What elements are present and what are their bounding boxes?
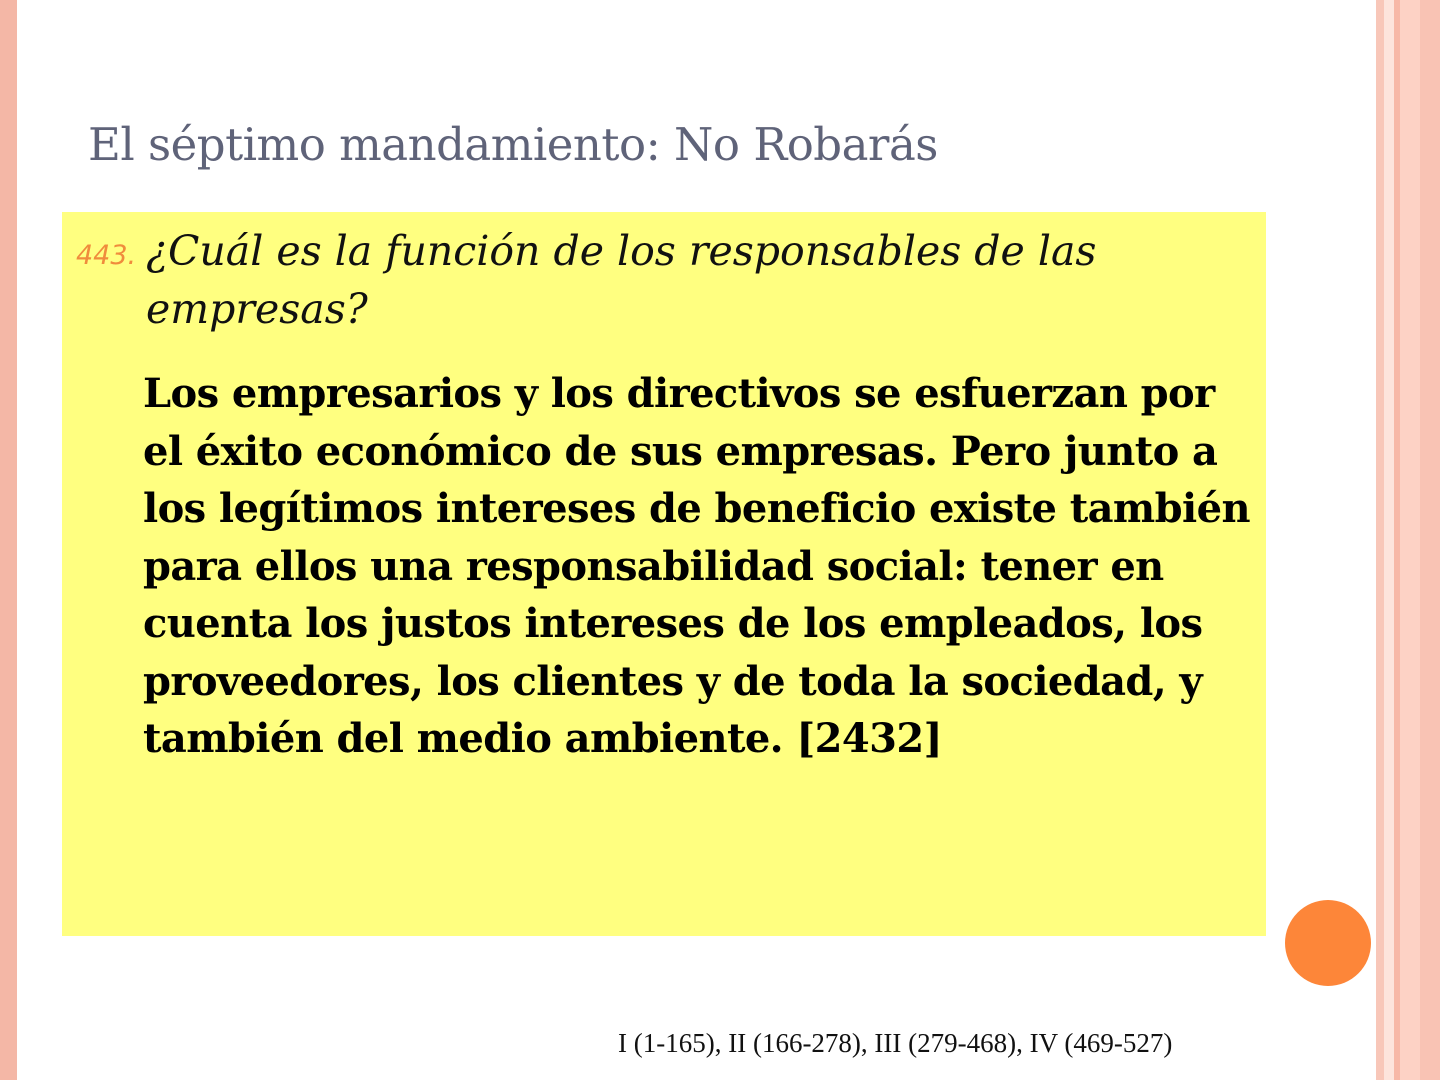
- right-decorative-stripe: [1376, 0, 1384, 1080]
- question-number: 443.: [76, 240, 137, 271]
- right-decorative-stripe: [1384, 0, 1394, 1080]
- footer-section-ranges: I (1-165), II (166-278), III (279-468), IV (469-527): [618, 1028, 1173, 1058]
- question-text: ¿Cuál es la función de los responsables de las empresas?: [146, 227, 1097, 333]
- orange-circle-decoration: [1285, 900, 1371, 986]
- right-decorative-stripe: [1400, 0, 1420, 1080]
- answer-text: Los empresarios y los directivos se esfuerzan por el éxito económico de sus empresas. Pero junto a los legítimos intereses de beneficio existe también para ellos una responsabilidad social: tener en cuenta los justos intereses de los empleados, los proveedores, los clientes y de toda la sociedad, y también del medio ambiente. [2432]: [143, 370, 1250, 762]
- right-decorative-stripe: [1420, 0, 1440, 1080]
- left-decorative-stripe: [0, 0, 17, 1080]
- slide-title: El séptimo mandamiento: No Robarás: [88, 118, 938, 171]
